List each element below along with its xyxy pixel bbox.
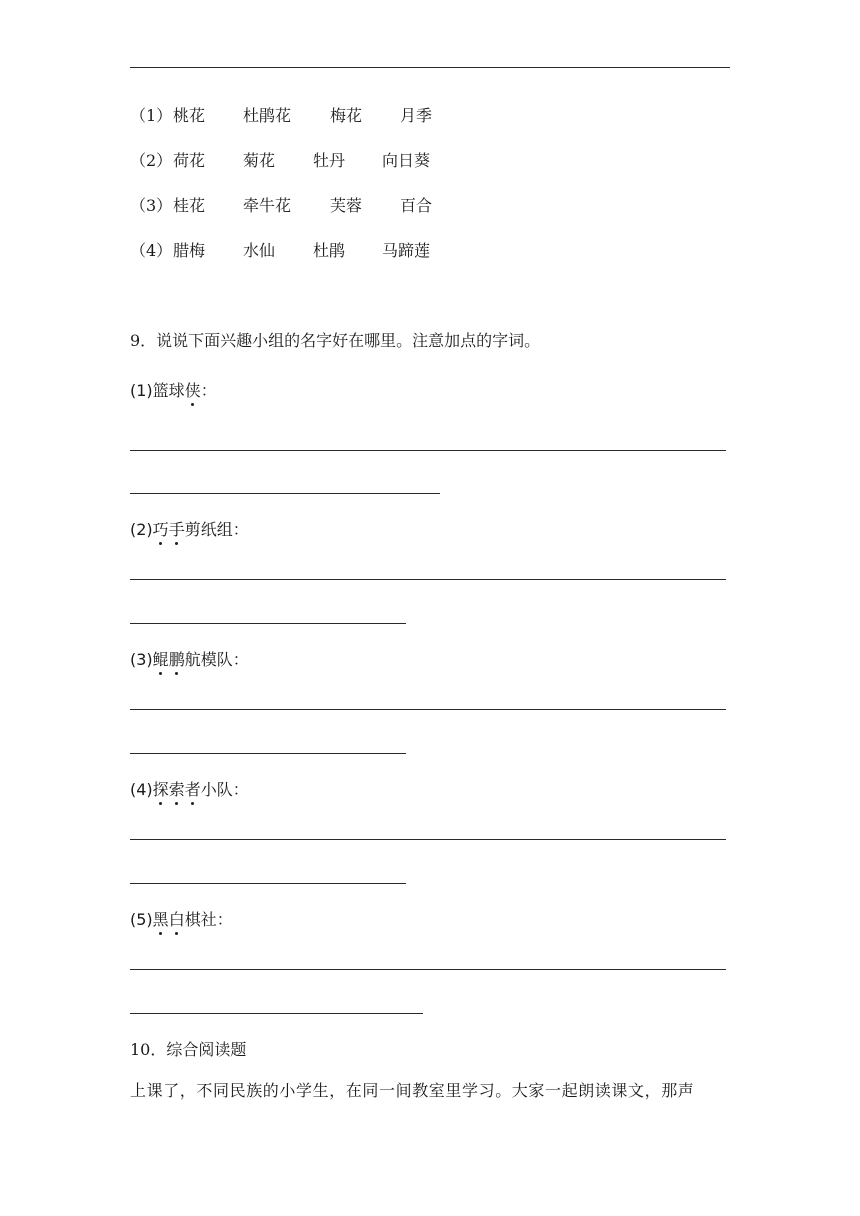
item-number: (2) (130, 520, 153, 539)
emphasis-char: 白 (168, 910, 185, 929)
flower-item: 向日葵 (382, 151, 431, 170)
label-text: 小队： (200, 780, 249, 799)
label-text: 航模队： (184, 650, 249, 669)
emphasis-char: 鲲 (152, 650, 169, 669)
emphasis-char: 鹏 (168, 650, 185, 669)
answer-line[interactable] (130, 969, 726, 970)
row-number: （1） (130, 106, 173, 125)
flower-item: 牡丹 (313, 151, 346, 170)
item-number: (1) (130, 381, 153, 400)
label-text: 棋社： (184, 910, 233, 929)
emphasis-char: 侠 (184, 381, 201, 400)
answer-line[interactable] (130, 839, 726, 840)
emphasis-char: 黑 (152, 910, 169, 929)
item-number: (5) (130, 910, 153, 929)
item-number: (3) (130, 650, 153, 669)
row-number: （4） (130, 241, 173, 260)
answer-line[interactable] (130, 493, 440, 494)
emphasis-char: 探 (152, 780, 169, 799)
flower-item: 百合 (400, 196, 433, 215)
flower-item: 月季 (400, 106, 433, 125)
flower-row (130, 106, 450, 126)
flower-item: 梅花 (330, 106, 363, 125)
question-9-title: 9．说说下面兴趣小组的名字好在哪里。注意加点的字词。 (130, 331, 541, 350)
flower-item: 腊梅 (173, 241, 206, 260)
label-text: 篮球 (152, 381, 185, 400)
row-number: （3） (130, 196, 173, 215)
q9-item-5-label (130, 910, 233, 930)
flower-item: 菊花 (243, 151, 276, 170)
flower-row (130, 241, 450, 261)
item-number: (4) (130, 780, 153, 799)
q9-item-4-label (130, 780, 249, 800)
answer-line[interactable] (130, 883, 406, 884)
answer-line[interactable] (130, 1013, 423, 1014)
passage-text: 上课了，不同民族的小学生，在同一间教室里学习。大家一起朗读课文，那声 (130, 1081, 695, 1100)
answer-line[interactable] (130, 450, 726, 451)
answer-line[interactable] (130, 753, 406, 754)
flower-item: 牵牛花 (243, 196, 292, 215)
answer-line[interactable] (130, 709, 726, 710)
q9-item-2-label (130, 520, 249, 540)
label-colon: ： (200, 381, 217, 400)
top-rule (130, 67, 730, 68)
flower-row (130, 196, 450, 216)
emphasis-char: 手 (168, 520, 185, 539)
flower-item: 芙蓉 (330, 196, 363, 215)
q9-item-3-label (130, 650, 249, 670)
flower-item: 杜鹃花 (243, 106, 292, 125)
flower-item: 桃花 (173, 106, 206, 125)
flower-item: 马蹄莲 (382, 241, 431, 260)
answer-line[interactable] (130, 623, 406, 624)
question-10-title: 10．综合阅读题 (130, 1040, 247, 1059)
emphasis-char: 者 (184, 780, 201, 799)
flower-item: 杜鹃 (313, 241, 346, 260)
emphasis-char: 巧 (152, 520, 169, 539)
flower-item: 荷花 (173, 151, 206, 170)
flower-item: 桂花 (173, 196, 206, 215)
row-number: （2） (130, 151, 173, 170)
flower-row (130, 151, 450, 171)
q9-item-1-label (130, 381, 217, 401)
emphasis-char: 索 (168, 780, 185, 799)
answer-line[interactable] (130, 579, 726, 580)
label-text: 剪纸组： (184, 520, 249, 539)
flower-item: 水仙 (243, 241, 276, 260)
